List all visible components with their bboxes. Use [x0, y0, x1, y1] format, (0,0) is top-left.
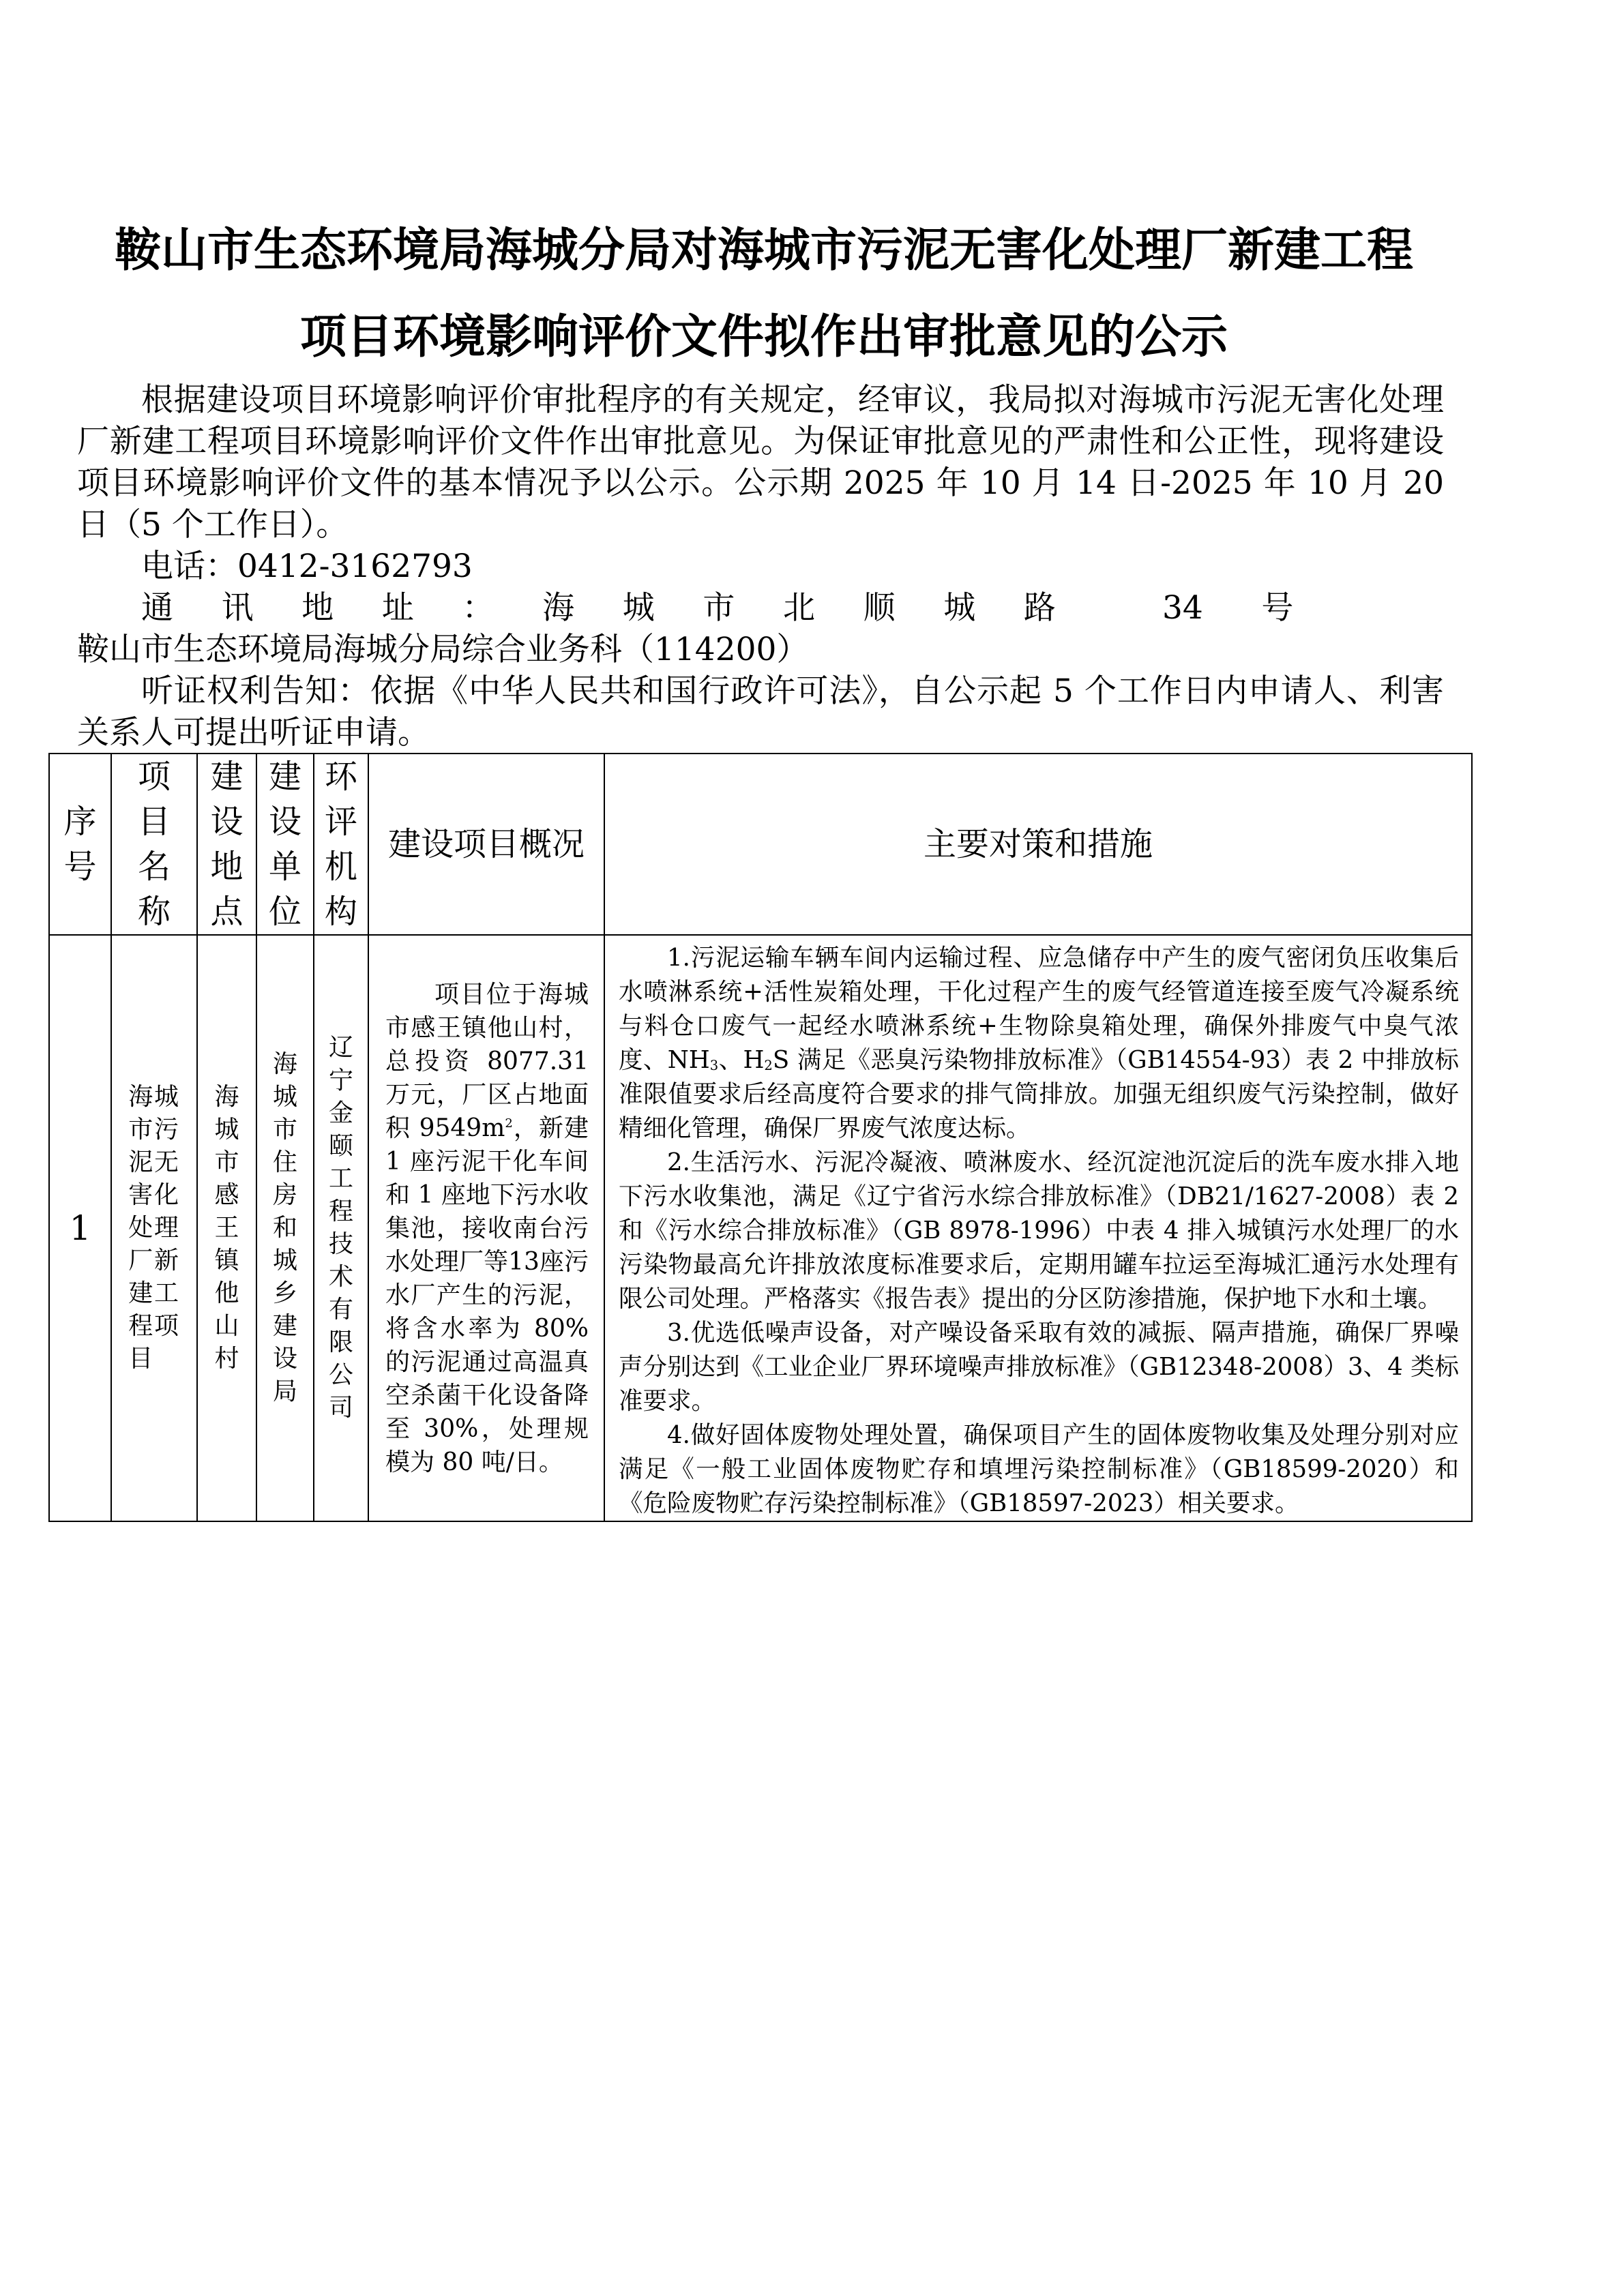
cell-measures: [604, 935, 1472, 1521]
header-agency: [314, 754, 368, 935]
project-table: [48, 753, 1473, 1522]
cell-no: 1: [49, 935, 111, 1521]
overview-part: ，新建 1 座污泥干化车间和 1 座地下污水收集池，接收南台污水处理厂等13座污水厂产生的污泥，将含水率为 80%的污泥通过高温真空杀菌干化设备降至 30%，处理规模为 80 吨/日。: [385, 1114, 589, 1476]
page-title-line2: 项目环境影响评价文件拟作出审批意见的公示: [299, 310, 1228, 364]
measure-1: [619, 941, 1459, 1146]
measure-subscript: 2: [764, 1057, 773, 1073]
hearing-notice: 听证权利告知：依据《中华人民共和国行政许可法》，自公示起 5 个工作日内申请人、利害关系人可提出听证申请。: [77, 672, 1444, 751]
cell-overview: [368, 935, 604, 1521]
cell-builder: [256, 935, 314, 1521]
measure-part: S 满足《恶臭污染物排放标准》（GB14554-93）表 2 中排放标准限值要求后经高度符合要求的排气筒排放。加强无组织废气污染控制，做好精细化管理，确保厂界废气浓度达标。: [619, 1046, 1459, 1142]
header-builder-text: 建设单位: [269, 758, 302, 931]
header-measures: 主要对策和措施: [604, 754, 1472, 935]
table-header-row: [49, 754, 1472, 935]
cell-agency: [314, 935, 368, 1521]
header-agency-text: 环评机构: [325, 758, 358, 931]
cell-location-text: 海城市感王镇他山村: [214, 1083, 239, 1373]
overview-text: [385, 978, 589, 1479]
cell-builder-text: 海城市住房和城乡建设局: [273, 1050, 298, 1405]
overview-part: 项目位于海城市感王镇他山村，总投资 8077.31 万元，厂区占地面积 9549m: [385, 980, 589, 1142]
header-builder: [256, 754, 314, 935]
address-line: [77, 587, 1444, 670]
header-location: [197, 754, 256, 935]
measure-3: 3.优选低噪声设备，对产噪设备采取有效的减振、隔声措施，确保厂界噪声分别达到《工业企业厂界环境噪声排放标准》（GB12348-2008）3、4 类标准要求。: [619, 1319, 1459, 1415]
page-title-line1: 鞍山市生态环境局海城分局对海城市污泥无害化处理厂新建工程: [114, 224, 1413, 278]
header-location-text: 建设地点: [210, 758, 243, 931]
address: 通讯地址：海城市北顺城路 34 号: [141, 589, 1342, 627]
measure-2: 2.生活污水、污泥冷凝液、喷淋废水、经沉淀池沉淀后的洗车废水排入地下污水收集池，满足《辽宁省污水综合排放标准》（DB21/1627-2008）表 2 和《污水综合排放标准》（GB 8978-1996）中表 4 排入城镇污水处理厂的水污染物最高允许排放浓度标准要求后，定期用罐车拉运至海城汇通污水处理有限公司处理。严格落实《报告表》提出的分区防渗措施，保护地下水和土壤。: [619, 1148, 1459, 1313]
cell-name-text: 海城市污泥无害化处理厂新建工程项目: [128, 1083, 180, 1373]
measure-4: 4.做好固体废物处理处置，确保项目产生的固体废物收集及处理分别对应满足《一般工业固体废物贮存和填埋污染控制标准》（GB18599-2020）和《危险废物贮存污染控制标准》（GB18597-2023）相关要求。: [619, 1421, 1459, 1517]
overview-superscript: 2: [505, 1116, 513, 1131]
cell-name: [111, 935, 197, 1521]
header-overview: 建设项目概况: [368, 754, 604, 935]
phone-line: 电话：0412-3162793: [141, 548, 473, 585]
cell-agency-text: 辽宁金颐工程技术有限公司: [329, 1034, 354, 1422]
intro-paragraph: 根据建设项目环境影响评价审批程序的有关规定，经审议，我局拟对海城市污泥无害化处理厂新建工程项目环境影响评价文件作出审批意见。为保证审批意见的严肃性和公正性，现将建设项目环境影响评价文件的基本情况予以公示。公示期 2025 年 10 月 14 日-2025 年 10 月 20 日（5 个工作日）。: [77, 381, 1444, 543]
header-no-text: 序号: [63, 803, 97, 886]
measure-part: 1.污泥运输车辆车间内运输过程、应急储存中产生的废气密闭负压收集后水喷淋系统+活性炭箱处理，干化过程产生的废气经管道连接至废气冷凝系统与料仓口废气一起经水喷淋系统+生物除臭箱处理，确保外排废气中臭气浓度、NH: [619, 944, 1459, 1074]
measure-subscript: 3: [709, 1057, 719, 1073]
cell-location: [197, 935, 256, 1521]
header-no: [49, 754, 111, 935]
header-name: [111, 754, 197, 935]
office: 鞍山市生态环境局海城分局综合业务科（114200）: [77, 631, 809, 668]
table-row: [49, 935, 1472, 1521]
measure-part: 、H: [718, 1046, 765, 1074]
notice-body: [77, 379, 1444, 754]
header-name-text: 项目名称: [138, 758, 171, 931]
